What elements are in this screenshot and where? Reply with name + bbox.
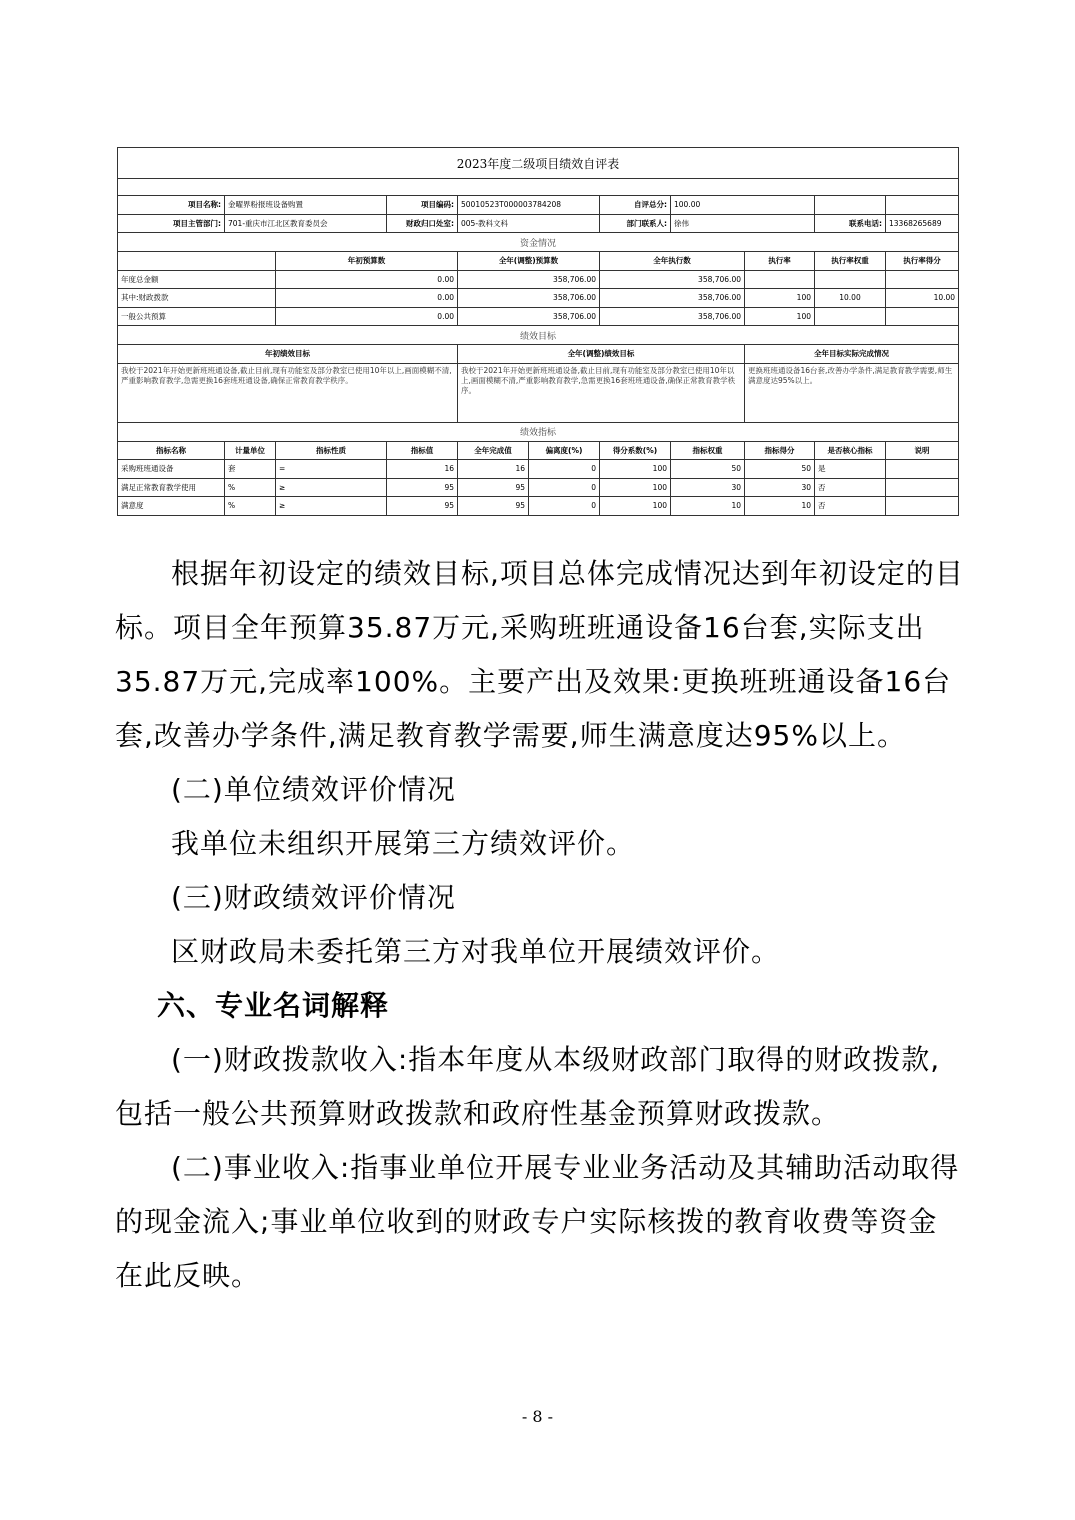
indicator-name: 满足正常教育教学使用 bbox=[118, 478, 225, 497]
funds-row bbox=[118, 307, 959, 326]
finance-evaluation-text: 区财政局未委托第三方对我单位开展绩效评价。 bbox=[171, 935, 781, 968]
goal-initial: 我校于2021年开始更新班班通设备,截止目前,现有功能室及部分教室已使用10年以上,画面模糊不清,严重影响教育教学,急需更换16套班班通设备,确保正常教育教学秩序。 bbox=[118, 363, 458, 422]
funds-score bbox=[886, 270, 959, 289]
phone-label: 联系电话: bbox=[815, 214, 886, 233]
indicator-score: 30 bbox=[745, 478, 815, 497]
table-title: 2023年度二级项目绩效自评表 bbox=[118, 148, 959, 179]
indicator-header: 偏离度(%) bbox=[529, 441, 600, 460]
funds-executed: 358,706.00 bbox=[600, 307, 745, 326]
term-fiscal-income-label: (一)财政拨款收入: bbox=[171, 1043, 409, 1076]
funds-header: 年初预算数 bbox=[276, 252, 458, 271]
indicator-header: 指标性质 bbox=[276, 441, 387, 460]
project-code: 50010523T000003784208 bbox=[458, 196, 600, 215]
term-business-income-label: (二)事业收入: bbox=[171, 1151, 351, 1184]
indicator-score: 10 bbox=[745, 497, 815, 516]
indicator-nature: = bbox=[276, 460, 387, 479]
indicator-note bbox=[886, 478, 959, 497]
funds-rate: 100 bbox=[745, 289, 815, 308]
funds-initial: 0.00 bbox=[276, 289, 458, 308]
performance-self-evaluation-table bbox=[117, 147, 959, 516]
indicator-header: 说明 bbox=[886, 441, 959, 460]
empty-cell bbox=[118, 252, 276, 271]
term-fiscal-income-text: 指本年度从本级财政部门取得的财政拨款,包括一般公共预算财政拨款和政府性基金预算财政拨款。 bbox=[115, 1043, 941, 1130]
indicator-note bbox=[886, 460, 959, 479]
self-score: 100.00 bbox=[671, 196, 815, 215]
indicator-weight: 30 bbox=[671, 478, 745, 497]
funds-weight: 10.00 bbox=[815, 289, 886, 308]
goals-header: 年初绩效目标 bbox=[118, 345, 458, 364]
funds-executed: 358,706.00 bbox=[600, 289, 745, 308]
indicator-target: 95 bbox=[387, 478, 458, 497]
indicator-name: 采购班班通设备 bbox=[118, 460, 225, 479]
page-number: - 8 - bbox=[521, 1407, 554, 1426]
indicator-actual: 95 bbox=[458, 478, 529, 497]
indicator-note bbox=[886, 497, 959, 516]
indicator-coef: 100 bbox=[600, 460, 671, 479]
goals-header: 全年目标实际完成情况 bbox=[745, 345, 959, 364]
funds-score: 10.00 bbox=[886, 289, 959, 308]
project-name: 金曜界粉报班设备购置 bbox=[225, 196, 387, 215]
indicator-header: 指标得分 bbox=[745, 441, 815, 460]
indicator-target: 16 bbox=[387, 460, 458, 479]
funds-header: 执行率权重 bbox=[815, 252, 886, 271]
funds-section-title: 资金情况 bbox=[118, 233, 959, 252]
summary-paragraph: 根据年初设定的绩效目标,项目总体完成情况达到年初设定的目标。项目全年预算35.87万元,采购班班通设备16台套,实际支出35.87万元,完成率100%。主要产出及效果:更换班班通设备16台套,改善办学条件,满足教育教学需要,师生满意度达95%以上。 bbox=[115, 557, 964, 752]
funds-adjusted: 358,706.00 bbox=[458, 270, 600, 289]
unit-evaluation-text: 我单位未组织开展第三方绩效评价。 bbox=[171, 827, 636, 860]
indicator-deviation: 0 bbox=[529, 497, 600, 516]
indicator-header: 计量单位 bbox=[225, 441, 276, 460]
term-business-income-text: 指事业单位开展专业业务活动及其辅助活动取得的现金流入;事业单位收到的财政专户实际核拨的教育收费等资金在此反映。 bbox=[115, 1151, 960, 1292]
funds-header: 执行率 bbox=[745, 252, 815, 271]
funds-row-name: 年度总金额 bbox=[118, 270, 276, 289]
funds-initial: 0.00 bbox=[276, 307, 458, 326]
indicator-header: 是否核心指标 bbox=[815, 441, 886, 460]
indicator-unit: % bbox=[225, 497, 276, 516]
goal-adjusted: 我校于2021年开始更新班班通设备,截止目前,现有功能室及部分教室已使用10年以上,画面模糊不清,严重影响教育教学,急需更换16套班班通设备,确保正常教育教学秩序。 bbox=[458, 363, 745, 422]
funds-header-row bbox=[118, 252, 959, 271]
funds-adjusted: 358,706.00 bbox=[458, 289, 600, 308]
indicator-unit: 套 bbox=[225, 460, 276, 479]
indicator-header: 指标名称 bbox=[118, 441, 225, 460]
term-business-income bbox=[115, 1141, 965, 1303]
indicator-target: 95 bbox=[387, 497, 458, 516]
indicator-actual: 95 bbox=[458, 497, 529, 516]
office-label: 财政归口处室: bbox=[387, 214, 458, 233]
funds-adjusted: 358,706.00 bbox=[458, 307, 600, 326]
indicator-weight: 10 bbox=[671, 497, 745, 516]
indicator-header-row bbox=[118, 441, 959, 460]
indicators-section-title: 绩效指标 bbox=[118, 422, 959, 441]
contact-value: 徐伟 bbox=[671, 214, 815, 233]
indicator-deviation: 0 bbox=[529, 460, 600, 479]
funds-rate: 100 bbox=[745, 307, 815, 326]
goals-header: 全年(调整)绩效目标 bbox=[458, 345, 745, 364]
funds-row-name: 一般公共预算 bbox=[118, 307, 276, 326]
dept-value: 701-重庆市江北区教育委员会 bbox=[225, 214, 387, 233]
self-score-label: 自评总分: bbox=[600, 196, 671, 215]
funds-score bbox=[886, 307, 959, 326]
funds-header: 全年(调整)预算数 bbox=[458, 252, 600, 271]
indicator-core: 否 bbox=[815, 478, 886, 497]
goals-header-row bbox=[118, 345, 959, 364]
indicator-header: 指标权重 bbox=[671, 441, 745, 460]
phone-value: 13368265689 bbox=[886, 214, 959, 233]
funds-rate bbox=[745, 270, 815, 289]
indicator-coef: 100 bbox=[600, 478, 671, 497]
indicator-deviation: 0 bbox=[529, 478, 600, 497]
project-code-label: 项目编码: bbox=[387, 196, 458, 215]
funds-header: 全年执行数 bbox=[600, 252, 745, 271]
indicator-actual: 16 bbox=[458, 460, 529, 479]
indicator-core: 否 bbox=[815, 497, 886, 516]
indicator-name: 满意度 bbox=[118, 497, 225, 516]
blank-row bbox=[118, 179, 959, 196]
dept-label: 项目主管部门: bbox=[118, 214, 225, 233]
funds-initial: 0.00 bbox=[276, 270, 458, 289]
goals-row bbox=[118, 363, 959, 422]
indicator-row bbox=[118, 460, 959, 479]
empty-cell bbox=[886, 196, 959, 215]
funds-row-name: 其中:财政拨款 bbox=[118, 289, 276, 308]
body-text bbox=[115, 547, 965, 1303]
funds-row bbox=[118, 289, 959, 308]
indicator-row bbox=[118, 497, 959, 516]
indicator-unit: % bbox=[225, 478, 276, 497]
funds-row bbox=[118, 270, 959, 289]
indicator-coef: 100 bbox=[600, 497, 671, 516]
funds-executed: 358,706.00 bbox=[600, 270, 745, 289]
indicator-nature: ≥ bbox=[276, 478, 387, 497]
funds-weight bbox=[815, 270, 886, 289]
indicator-weight: 50 bbox=[671, 460, 745, 479]
project-name-label: 项目名称: bbox=[118, 196, 225, 215]
project-info-row bbox=[118, 196, 959, 215]
performance-table-container bbox=[117, 147, 958, 533]
contact-label: 部门联系人: bbox=[600, 214, 671, 233]
empty-cell bbox=[815, 196, 886, 215]
dept-info-row bbox=[118, 214, 959, 233]
goal-actual: 更换班班通设备16台套,改善办学条件,满足教育教学需要,师生满意度达95%以上。 bbox=[745, 363, 959, 422]
indicator-score: 50 bbox=[745, 460, 815, 479]
funds-header: 执行率得分 bbox=[886, 252, 959, 271]
finance-evaluation-heading: (三)财政绩效评价情况 bbox=[171, 881, 456, 914]
unit-evaluation-heading: (二)单位绩效评价情况 bbox=[171, 773, 456, 806]
indicator-row bbox=[118, 478, 959, 497]
indicator-header: 得分系数(%) bbox=[600, 441, 671, 460]
indicator-header: 指标值 bbox=[387, 441, 458, 460]
indicator-core: 是 bbox=[815, 460, 886, 479]
indicator-nature: ≥ bbox=[276, 497, 387, 516]
goals-section-title: 绩效目标 bbox=[118, 326, 959, 345]
indicator-header: 全年完成值 bbox=[458, 441, 529, 460]
term-fiscal-income bbox=[115, 1033, 965, 1141]
office-value: 005-教科文科 bbox=[458, 214, 600, 233]
section-six-heading: 六、专业名词解释 bbox=[157, 989, 390, 1022]
funds-weight bbox=[815, 307, 886, 326]
